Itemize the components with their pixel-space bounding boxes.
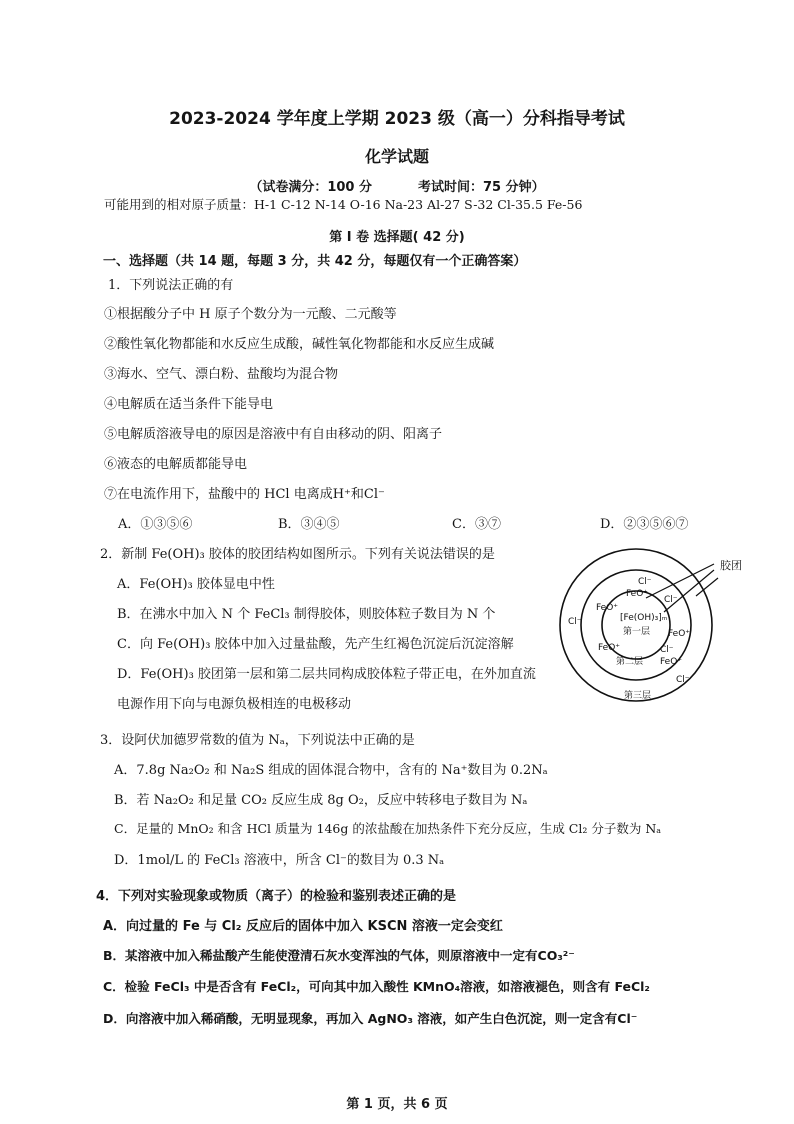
cl-ion-label: Cl⁻: [638, 577, 652, 587]
full-score: （试卷满分：100 分: [249, 180, 373, 195]
layer-3-label: 第三层: [624, 691, 652, 701]
q1-statement: ①根据酸分子中 H 原子个数分为一元酸、二元酸等: [104, 307, 397, 322]
micelle-diagram: [556, 538, 788, 708]
exam-meta: [0, 176, 794, 195]
cl-ion-label: Cl⁻: [676, 675, 690, 685]
exam-title: 2023-2024 学年度上学期 2023 级（高一）分科指导考试: [169, 109, 625, 129]
q1-statement: ⑤电解质溶液导电的原因是溶液中有自由移动的阴、阳离子: [104, 427, 443, 442]
q2-option-d: D．Fe(OH)₃ 胶团第一层和第二层共同构成胶体粒子带正电，在外加直流: [117, 667, 536, 682]
q1-option-d: D．②③⑤⑥⑦: [600, 517, 689, 532]
part-heading: 第 Ⅰ 卷 选择题( 42 分): [329, 230, 465, 245]
q1-option-c: C．③⑦: [452, 517, 501, 532]
feo-ion-label: FeO⁺: [668, 629, 691, 639]
feo-ion-label: FeO⁺: [596, 603, 619, 613]
section-heading: 一、选择题（共 14 题，每题 3 分，共 42 分，每题仅有一个正确答案）: [103, 254, 527, 269]
layer-1-label: 第一层: [623, 627, 651, 637]
cl-ion-label: Cl⁻: [660, 645, 674, 655]
cl-ion-label: Cl⁻: [664, 595, 678, 605]
layer-2-label: 第二层: [616, 657, 644, 667]
q2-option-a: A．Fe(OH)₃ 胶体显电中性: [117, 577, 275, 592]
q1-statement: ②酸性氧化物都能和水反应生成酸，碱性氧化物都能和水反应生成碱: [104, 337, 495, 352]
question-3-stem: 3．设阿伏加德罗常数的值为 Nₐ，下列说法中正确的是: [100, 733, 415, 748]
core-label: [Fe(OH)₃]ₘ: [620, 613, 668, 623]
q3-option-a: A．7.8g Na₂O₂ 和 Na₂S 组成的固体混合物中，含有的 Na⁺数目为 0.2Nₐ: [114, 763, 548, 778]
micelle-label: 胶团: [720, 559, 742, 572]
q3-option-c: C．足量的 MnO₂ 和含 HCl 质量为 146g 的浓盐酸在加热条件下充分反应，生成 Cl₂ 分子数为 Nₐ: [114, 821, 662, 836]
question-2-stem: 2．新制 Fe(OH)₃ 胶体的胶团结构如图所示。下列有关说法错误的是: [100, 547, 495, 562]
q1-statement: ④电解质在适当条件下能导电: [104, 397, 274, 412]
q1-statement: ⑦在电流作用下，盐酸中的 HCl 电离成H⁺和Cl⁻: [104, 487, 385, 502]
q2-option-b: B．在沸水中加入 N 个 FeCl₃ 制得胶体，则胶体粒子数目为 N 个: [117, 607, 496, 622]
q4-option-d: D．向溶液中加入稀硝酸，无明显现象，再加入 AgNO₃ 溶液，如产生白色沉淀，则一定含有Cl⁻: [103, 1011, 638, 1026]
q4-option-c: C．检验 FeCl₃ 中是否含有 FeCl₂，可向其中加入酸性 KMnO₄溶液，如溶液褪色，则含有 FeCl₂: [103, 979, 650, 994]
q2-option-c: C．向 Fe(OH)₃ 胶体中加入过量盐酸，先产生红褐色沉淀后沉淀溶解: [117, 637, 514, 652]
q1-option-b: B．③④⑤: [278, 517, 340, 532]
q3-option-d: D．1mol/L 的 FeCl₃ 溶液中，所含 Cl⁻的数目为 0.3 Nₐ: [114, 853, 445, 868]
q4-option-b: B．某溶液中加入稀盐酸产生能使澄清石灰水变浑浊的气体，则原溶液中一定有CO₃²⁻: [103, 948, 575, 963]
pointer-line: [696, 578, 718, 596]
q2-option-d-cont: 电源作用下向与电源负极相连的电极移动: [117, 697, 352, 712]
q1-statement: ③海水、空气、漂白粉、盐酸均为混合物: [104, 367, 339, 382]
atomic-masses: 可能用到的相对原子质量：H-1 C-12 N-14 O-16 Na-23 Al-27 S-32 Cl-35.5 Fe-56: [104, 197, 583, 212]
feo-ion-label: FeO⁺: [598, 643, 621, 653]
q4-option-a: A．向过量的 Fe 与 Cl₂ 反应后的固体中加入 KSCN 溶液一定会变红: [103, 919, 503, 934]
q1-option-a: A．①③⑤⑥: [118, 517, 193, 532]
q1-statement: ⑥液态的电解质都能导电: [104, 457, 248, 472]
q3-option-b: B．若 Na₂O₂ 和足量 CO₂ 反应生成 8g O₂，反应中转移电子数目为 Nₐ: [114, 793, 528, 808]
page-footer: 第 1 页，共 6 页: [346, 1097, 448, 1112]
feo-ion-label: FeO⁺: [626, 589, 649, 599]
question-1-stem: 1．下列说法正确的有: [108, 278, 234, 293]
exam-subtitle: 化学试题: [364, 147, 429, 166]
feo-ion-label: FeO⁺: [660, 657, 683, 667]
cl-ion-label: Cl⁻: [568, 617, 582, 627]
exam-time: 考试时间：75 分钟）: [418, 180, 545, 195]
question-4-stem: 4．下列对实验现象或物质（离子）的检验和鉴别表述正确的是: [96, 889, 457, 904]
